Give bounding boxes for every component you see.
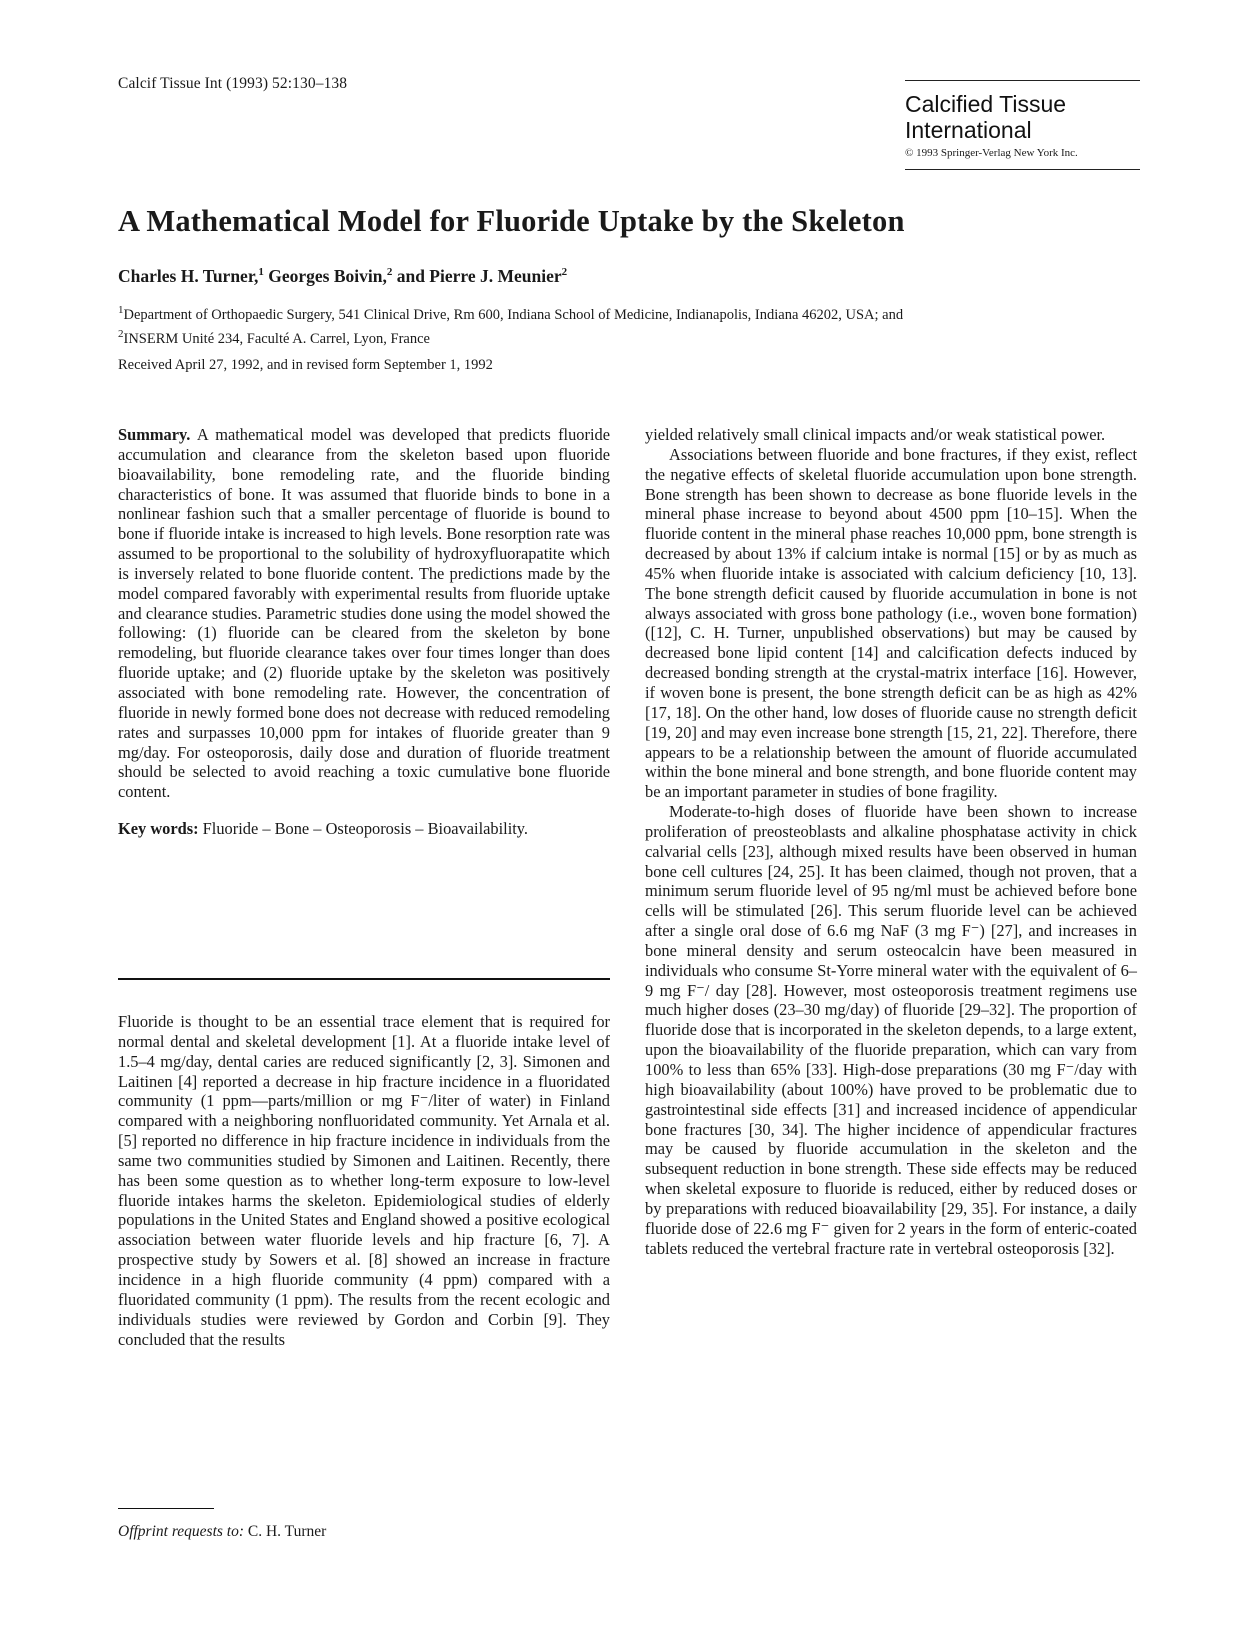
footnote-label: Offprint requests to:	[118, 1523, 245, 1540]
affiliation-mark: 2	[118, 327, 124, 340]
footnote-text: C. H. Turner	[244, 1523, 327, 1540]
keywords-label: Key words:	[118, 819, 199, 839]
offprint-footnote	[118, 1523, 326, 1541]
body-paragraph: Associations between fluoride and bone fractures, if they exist, reflect the negative effects of skeletal fluoride accumulation upon bone strength. Bone strength has been shown to decrease as bone fluoride levels in the mineral phase increase to beyond about 4500 ppm [10–15]. When the fluoride content in the mineral phase reaches 10,000 ppm, bone strength is decreased by about 13% if calcium intake is normal [15] or by as much as 45% when fluoride intake is associated with calcium deficiency [10, 13]. The bone strength deficit caused by fluoride accumulation in bone is not always associated with gross bone pathology (i.e., woven bone formation) ([12], C. H. Turner, unpublished observations) but may be caused by decreased bone lipid content [14] and calcification defects induced by decreased bonding strength at the crystal-matrix interface [16]. However, if woven bone is present, the bone strength deficit can be as high as 42% [17, 18]. On the other hand, low doses of fluoride cause no strength deficit [19, 20] and may even increase bone strength [15, 21, 22]. Therefore, there appears to be a relationship between the amount of fluoride accumulated within the bone mineral and bone strength, and bone fluoride content may be an important parameter in studies of bone fragility.	[645, 444, 1137, 802]
masthead-top-rule	[905, 80, 1140, 81]
journal-name	[905, 91, 1140, 143]
footnote-rule	[118, 1508, 214, 1509]
article-title: A Mathematical Model for Fluoride Uptake by the Skeleton	[118, 204, 905, 238]
author-affiliation-mark: 2	[386, 266, 393, 279]
copyright-notice: © 1993 Springer-Verlag New York Inc.	[905, 147, 1078, 159]
abstract-column	[118, 425, 610, 839]
intro-paragraph: Fluoride is thought to be an essential trace element that is required for normal dental and skeletal development [1]. At a fluoride intake level of 1.5–4 mg/day, dental caries are reduced significantly [2, 3]. Simonen and Laitinen [4] reported a decrease in hip fracture incidence in a fluoridated community (1 ppm—parts/million or mg F⁻/liter of water) in Finland compared with a neighboring nonfluoridated community. Yet Arnala et al. [5] reported no difference in hip fracture incidence in individuals from the same two communities studied by Simonen and Laitinen. Recently, there has been some question as to whether long-term exposure to low-level fluoride intakes harms the skeleton. Epidemiological studies of elderly populations in the United States and England showed a positive ecological association between water fluoride levels and hip fracture [6, 7]. A prospective study by Sowers et al. [8] showed an increase in fracture incidence in a high fluoride community (4 ppm) compared with a fluoridated community (1 ppm). The results from the recent ecologic and individuals studies were reviewed by Gordon and Corbin [9]. They concluded that the results	[118, 1012, 610, 1349]
keywords-text: Fluoride – Bone – Osteoporosis – Bioavailability.	[198, 819, 529, 839]
body-paragraph: Moderate-to-high doses of fluoride have been shown to increase proliferation of preosteoblasts and alkaline phosphatase activity in chick calvarial cells [23], although mixed results have been observed in human bone cell cultures [24, 25]. It has been claimed, though not proven, that a minimum serum fluoride level of 95 ng/ml must be achieved before bone cells will be stimulated [26]. This serum fluoride level can be achieved after a single oral dose of 6.6 mg NaF (3 mg F⁻) [27], and increases in bone mineral density and serum osteocalcin have been measured in individuals who consume St-Yorre mineral water with the equivalent of 6–9 mg F⁻/ day [28]. However, most osteoporosis treatment regimens use much higher doses (23–30 mg/day) of fluoride [29–32]. The proportion of fluoride dose that is incorporated in the skeleton depends, to a large extent, upon the bioavailability of the fluoride preparation, which can vary from 100% to less than 65% [33]. High-dose preparations (30 mg F⁻/day with high bioavailability (about 100%) have proved to be problematic due to gastrointestinal side effects [31] and increased incidence of appendicular bone fractures [30, 34]. The higher incidence of appendicular fractures may be caused by fluoride accumulation in the skeleton and the subsequent reduction in bone strength. These side effects may be reduced when skeletal exposure to fluoride is reduced, either by reduced doses or by preparations with reduced bioavailability [29, 35]. For instance, a daily fluoride dose of 22.6 mg F⁻ given for 2 years in the form of enteric-coated tablets reduced the vertebral fracture rate in vertebral osteoporosis [32].	[645, 802, 1137, 1258]
author-affiliation-mark: 1	[258, 266, 264, 279]
author-name: Georges Boivin,	[263, 266, 387, 286]
affiliation-line	[118, 325, 1148, 349]
summary-paragraph	[118, 425, 610, 802]
affiliations	[118, 301, 1148, 349]
keywords-paragraph	[118, 819, 610, 839]
affiliation-line	[118, 301, 1148, 325]
author-name: and Pierre J. Meunier	[392, 266, 562, 286]
affiliation-text: Department of Orthopaedic Surgery, 541 Clinical Drive, Rm 600, Indiana School of Medicine, Indianapolis, Indiana 46202, USA; and	[123, 306, 904, 323]
summary-text: A mathematical model was developed that predicts fluoride accumulation and clearance from the skeleton based upon fluoride bioavailability, bone remodeling rate, and the fluoride binding characteristics of bone. It was assumed that fluoride binds to bone in a nonlinear fashion such that a smaller percentage of fluoride is bound to bone if fluoride intake is increased to high levels. Bone resorption rate was assumed to be proportional to the solubility of hydroxyfluorapatite which is inversely related to bone fluoride content. The predictions made by the model compared favorably with experimental results from fluoride uptake and clearance studies. Parametric studies done using the model showed the following: (1) fluoride can be cleared from the skeleton by bone remodeling, but fluoride clearance takes over four times longer than does fluoride uptake; and (2) fluoride uptake by the skeleton was positively associated with bone remodeling rate. However, the concentration of fluoride in newly formed bone does not decrease with reduced remodeling rates and surpasses 10,000 ppm for intakes of fluoride greater than 9 mg/day. For osteoporosis, daily dose and duration of fluoride treatment should be selected to avoid reaching a toxic cumulative bone fluoride content.	[118, 425, 610, 802]
summary-label: Summary.	[118, 425, 191, 444]
journal-citation: Calcif Tissue Int (1993) 52:130–138	[118, 75, 348, 92]
journal-masthead	[905, 80, 1140, 170]
intro-column	[118, 1012, 610, 1349]
journal-name-line1: Calcified Tissue	[905, 91, 1067, 117]
received-dates: Received April 27, 1992, and in revised form September 1, 1992	[118, 357, 493, 373]
body-paragraph: yielded relatively small clinical impacts and/or weak statistical power.	[645, 425, 1106, 444]
masthead-bottom-rule	[905, 169, 1140, 170]
abstract-separator-rule	[118, 978, 610, 980]
author-affiliation-mark: 2	[561, 266, 568, 279]
author-name: Charles H. Turner,	[118, 266, 259, 286]
body-right-column	[645, 425, 1137, 1258]
affiliation-text: INSERM Unité 234, Faculté A. Carrel, Lyon, France	[123, 330, 430, 347]
affiliation-mark: 1	[118, 304, 124, 316]
journal-name-line2: International	[905, 117, 1032, 143]
author-list	[118, 266, 567, 287]
